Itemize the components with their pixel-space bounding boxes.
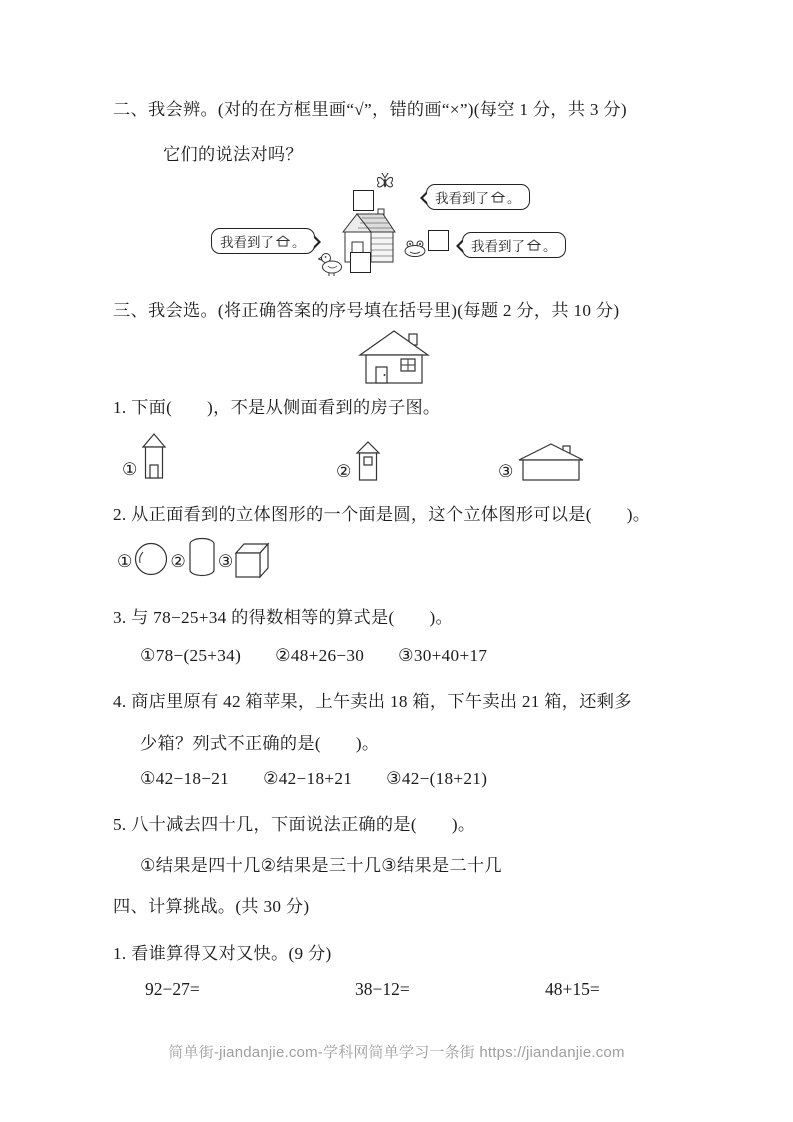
- q1-text: 1. 下面( )，不是从侧面看到的房子图。: [113, 398, 441, 417]
- q5-text: 5. 八十减去四十几，下面说法正确的是( )。: [113, 815, 476, 834]
- butterfly-icon: [374, 172, 396, 192]
- cube-icon: [233, 540, 271, 578]
- q1-option-1: [122, 432, 167, 480]
- house-icon: [491, 191, 505, 203]
- house-front-door-icon: [141, 432, 167, 480]
- section2-heading: 二、我会辨。(对的在方框里画“√”，错的画“×”)(每空 1 分，共 3 分): [113, 100, 627, 119]
- bubble-text: 。: [507, 191, 521, 206]
- q3-options: [140, 646, 487, 666]
- frog-icon: [403, 240, 427, 257]
- q3-text: 3. 与 78−25+34 的得数相等的算式是( )。: [113, 608, 454, 627]
- q4-option-2: ②42−18+21: [263, 769, 353, 788]
- answer-box-butterfly: [353, 190, 374, 211]
- house-icon: [527, 239, 541, 251]
- q4-options: [140, 769, 487, 789]
- section2-prompt: 它们的说法对吗？: [163, 145, 303, 164]
- calculation-3: 48+15=: [545, 979, 600, 999]
- q1-house-figure: [356, 327, 432, 385]
- section4-heading: 四、计算挑战。(共 30 分): [113, 897, 310, 916]
- answer-box-frog: [428, 230, 449, 251]
- q3-option-3: ③30+40+17: [398, 646, 488, 665]
- cylinder-icon: [186, 536, 218, 578]
- option-label: ②: [170, 551, 186, 571]
- footer-watermark: 简单街-jiandanjie.com-学科网简单学习一条街 https://jiandanjie.com: [168, 1044, 625, 1061]
- q4-option-1: ①42−18−21: [140, 769, 230, 788]
- house-front-window-icon: [355, 440, 381, 482]
- option-label: ③: [217, 551, 234, 571]
- bubble-text: 我看到了: [435, 191, 489, 206]
- option-label: ②: [336, 461, 352, 481]
- q2-text: 2. 从正面看到的立体图形的一个面是圆，这个立体图形可以是( )。: [113, 505, 651, 524]
- q2-options: [117, 536, 271, 578]
- q1-option-2: [336, 440, 381, 482]
- option-label: ③: [498, 461, 514, 481]
- section3-heading: 三、我会选。(将正确答案的序号填在括号里)(每题 2 分，共 10 分): [113, 301, 620, 320]
- sphere-icon: [132, 540, 170, 578]
- bubble-text: 我看到了: [220, 235, 274, 250]
- bubble-text: 。: [543, 239, 557, 254]
- q4-text-line2: 少箱？列式不正确的是( )。: [140, 734, 380, 753]
- q3-option-2: ②48+26−30: [275, 646, 365, 665]
- bubble-text: 。: [292, 235, 306, 250]
- q4-option-3: ③42−(18+21): [386, 769, 488, 788]
- section2-figure: [0, 168, 793, 298]
- q1-option-3: [498, 442, 585, 482]
- section4-q1: 1. 看谁算得又对又快。(9 分): [113, 944, 332, 963]
- speech-bubble-frog: [462, 232, 566, 258]
- option-label: ①: [117, 551, 133, 571]
- q5-options: ①结果是四十几②结果是三十几③结果是二十几: [140, 856, 502, 875]
- calculation-2: 38−12=: [355, 979, 410, 999]
- option-label: ①: [122, 459, 138, 479]
- speech-bubble-butterfly: [426, 184, 530, 210]
- answer-box-duck: [350, 252, 371, 273]
- q3-option-1: ①78−(25+34): [140, 646, 242, 665]
- house-icon: [276, 235, 290, 247]
- house-side-view-icon: [517, 442, 585, 482]
- calculation-1: 92−27=: [145, 979, 200, 999]
- speech-bubble-duck: [211, 228, 315, 254]
- bubble-text: 我看到了: [471, 239, 525, 254]
- q4-text-line1: 4. 商店里原有 42 箱苹果，上午卖出 18 箱，下午卖出 21 箱，还剩多: [113, 692, 632, 711]
